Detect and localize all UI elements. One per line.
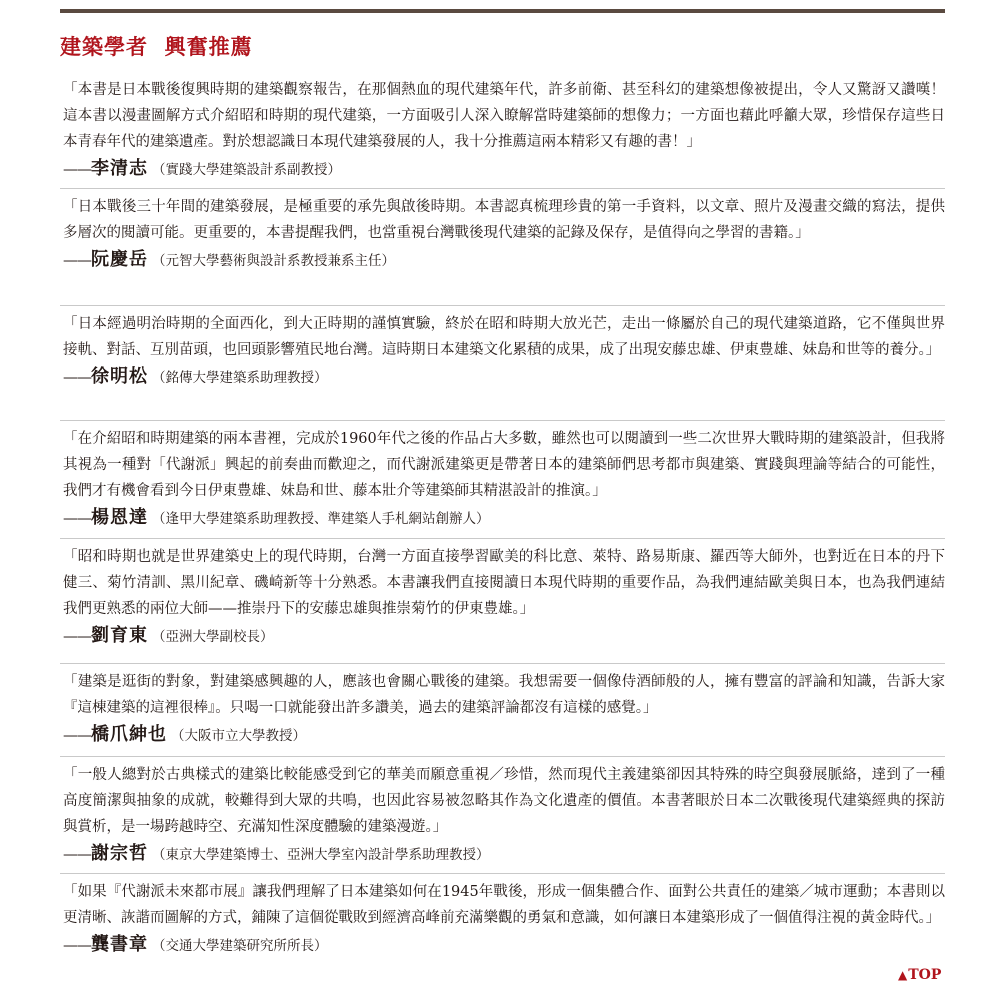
recommender-name: 龔書章 (91, 934, 148, 955)
recommender-title: （東京大學建築博士、亞洲大學室內設計學系助理教授） (152, 847, 490, 863)
triangle-up-icon: ▲ (898, 968, 908, 982)
recommendation-item (60, 306, 945, 421)
recommendation-quote: 「如果『代謝派未來都市展』讓我們理解了日本建築如何在1945年戰後，形成一個集體合作、面對公共責任的建築／城市運動；本書則以更清晰、詼諧而圖解的方式，鋪陳了這個從戰敗到經濟高峰前充滿樂觀的勇氣和意識，如何讓日本建築形成了一個值得注視的黃金時代。」 (63, 884, 945, 926)
recommender-title: （逢甲大學建築系助理教授、準建築人手札網站創辦人） (152, 511, 490, 527)
recommendation-item (60, 421, 945, 539)
signature-dash: —— (63, 251, 91, 269)
recommendation-quote: 「建築是逛街的對象，對建築感興趣的人，應該也會關心戰後的建築。我想需要一個像侍酒師般的人，擁有豐富的評論和知識，告訴大家『這棟建築的這裡很棒』。只喝一口就能發出許多讚美，過去的建築評論都沒有這樣的感覺。」 (63, 674, 945, 716)
signature-dash: —— (63, 368, 91, 386)
recommendation-item (60, 664, 945, 757)
recommendation-quote: 「日本經過明治時期的全面西化，到大正時期的謹慎實驗，終於在昭和時期大放光芒，走出一條屬於自己的現代建築道路，它不僅與世界接軌、對話、互別苗頭，也回頭影響殖民地台灣。這時期日本建築文化累積的成果，成了出現安藤忠雄、伊東豊雄、妹島和世等的養分。」 (63, 316, 945, 358)
recommendation-signature (63, 363, 945, 392)
recommendation-quote: 「一般人總對於古典樣式的建築比較能感受到它的華美而願意重視／珍惜，然而現代主義建築卻因其特殊的時空與發展脈絡，達到了一種高度簡潔與抽象的成就，較難得到大眾的共鳴，也因此容易被忽略其作為文化遺產的價值。本書著眼於日本二次戰後現代建築經典的探訪與賞析，是一場跨越時空、充滿知性深度體驗的建築漫遊。」 (63, 767, 945, 835)
recommender-name: 謝宗哲 (91, 843, 148, 864)
recommendation-quote: 「本書是日本戰後復興時期的建築觀察報告，在那個熱血的現代建築年代，許多前衛、甚至科幻的建築想像被提出，令人又驚訝又讚嘆！這本書以漫畫圖解方式介紹昭和時期的現代建築，一方面吸引人深入瞭解當時建築師的想像力；一方面也藉此呼籲大眾，珍惜保存這些日本青春年代的建築遺產。對於想認識日本現代建築發展的人，我十分推薦這兩本精彩又有趣的書！」 (63, 82, 945, 150)
recommender-name: 橋爪紳也 (91, 724, 167, 745)
recommendation-item (60, 72, 945, 189)
signature-dash: —— (63, 845, 91, 863)
recommendation-quote: 「在介紹昭和時期建築的兩本書裡，完成於1960年代之後的作品占大多數，雖然也可以閱讀到一些二次世界大戰時期的建築設計，但我將其視為一種對「代謝派」興起的前奏曲而歡迎之，而代謝派建築更是帶著日本的建築師們思考都市與建築、實踐與理論等結合的可能性，我們才有機會看到今日伊東豊雄、妹島和世、藤本壯介等建築師其精湛設計的推演。」 (63, 431, 945, 499)
recommendation-quote: 「日本戰後三十年間的建築發展，是極重要的承先與啟後時期。本書認真梳理珍貴的第一手資料，以文章、照片及漫畫交織的寫法，提供多層次的閱讀可能。更重要的，本書提醒我們，也當重視台灣戰後現代建築的記錄及保存，是值得向之學習的書籍。」 (63, 199, 945, 241)
recommendation-item (60, 757, 945, 874)
recommendation-signature (63, 721, 945, 750)
top-rule (60, 9, 945, 13)
signature-dash: —— (63, 160, 91, 178)
recommender-title: （交通大學建築研究所所長） (152, 938, 328, 954)
recommendation-signature (63, 504, 945, 533)
recommendation-quote: 「昭和時期也就是世界建築史上的現代時期，台灣一方面直接學習歐美的科比意、萊特、路易斯康、羅西等大師外，也對近在日本的丹下健三、菊竹清訓、黑川紀章、磯崎新等十分熟悉。本書讓我們直接閱讀日本現代時期的重要作品，為我們連結歐美與日本，也為我們連結我們更熟悉的兩位大師——推崇丹下的安藤忠雄與推崇菊竹的伊東豊雄。」 (63, 549, 945, 617)
recommender-title: （亞洲大學副校長） (152, 629, 274, 645)
recommender-name: 阮慶岳 (91, 249, 148, 270)
recommender-name: 劉育東 (91, 625, 148, 646)
recommendation-signature (63, 622, 945, 651)
signature-dash: —— (63, 627, 91, 645)
signature-dash: —— (63, 936, 91, 954)
recommendation-item (60, 189, 945, 306)
recommender-title: （銘傳大學建築系助理教授） (152, 370, 328, 386)
recommendation-item (60, 539, 945, 664)
recommender-title: （元智大學藝術與設計系教授兼系主任） (152, 253, 395, 269)
top-label: TOP (908, 967, 942, 983)
recommender-title: （大阪市立大學教授） (171, 728, 306, 744)
recommendation-item (60, 874, 945, 986)
recommender-name: 徐明松 (91, 366, 148, 387)
recommendation-list (60, 72, 945, 986)
recommender-name: 楊恩達 (91, 507, 148, 528)
recommendation-signature (63, 246, 945, 275)
recommender-name: 李清志 (91, 158, 148, 179)
section-title: 建築學者 興奮推薦 (60, 34, 253, 59)
signature-dash: —— (63, 509, 91, 527)
back-to-top-link[interactable] (898, 967, 941, 983)
signature-dash: —— (63, 726, 91, 744)
recommendation-signature (63, 155, 945, 184)
recommendation-signature (63, 840, 945, 869)
recommender-title: （實踐大學建築設計系副教授） (152, 162, 341, 178)
recommendation-signature (63, 931, 945, 960)
